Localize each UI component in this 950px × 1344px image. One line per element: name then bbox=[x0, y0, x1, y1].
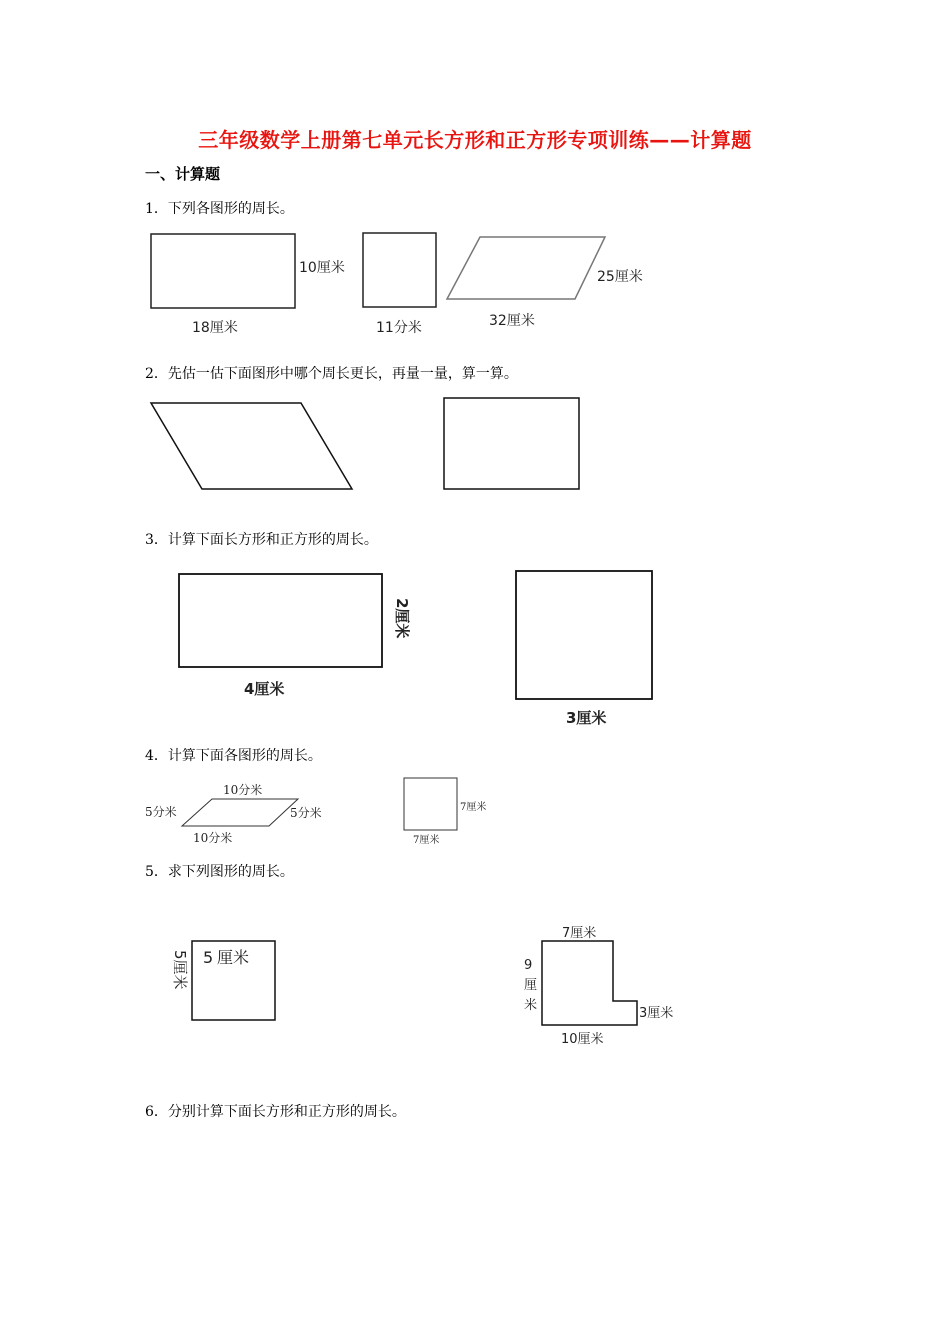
q3-rect-length-label: 4厘米 bbox=[244, 680, 285, 698]
q1-square-side-label: 11分米 bbox=[376, 320, 422, 336]
q5-poly-left-char2: 米 bbox=[524, 998, 538, 1013]
q5-poly-left-number: 9 bbox=[524, 958, 533, 973]
q2-rectangle bbox=[444, 398, 579, 489]
q5-square-left-label: 5厘米 bbox=[171, 950, 189, 990]
q4-square-bottom-label: 7厘米 bbox=[413, 835, 440, 846]
question-1: 1．下列各图形的周长。 bbox=[145, 201, 294, 217]
q1-rect-length-label: 18厘米 bbox=[192, 320, 238, 336]
q1-para-side-label: 25厘米 bbox=[597, 269, 643, 285]
q5-l-shape bbox=[542, 941, 637, 1025]
q2-parallelogram bbox=[151, 403, 352, 489]
question-5: 5．求下列图形的周长。 bbox=[145, 864, 294, 880]
q4-para-left-label: 5分米 bbox=[145, 805, 177, 819]
q5-square-top-number: 5 bbox=[203, 948, 214, 967]
q5-poly-step-label: 3厘米 bbox=[639, 1006, 674, 1021]
question-3: 3．计算下面长方形和正方形的周长。 bbox=[145, 532, 378, 548]
q1-rect-width-label: 10厘米 bbox=[299, 260, 345, 276]
q1-rectangle bbox=[151, 234, 295, 308]
q1-parallelogram bbox=[447, 237, 605, 299]
q3-square bbox=[516, 571, 652, 699]
q4-para-top-label: 10分米 bbox=[223, 783, 263, 797]
q1-para-base-label: 32厘米 bbox=[489, 313, 535, 329]
worksheet-title: 三年级数学上册第七单元长方形和正方形专项训练——计算题 bbox=[198, 128, 752, 152]
q4-square-right-label: 7厘米 bbox=[460, 802, 487, 813]
q1-figures bbox=[151, 233, 605, 308]
question-4: 4．计算下面各图形的周长。 bbox=[145, 748, 322, 764]
question-2: 2．先估一估下面图形中哪个周长更长，再量一量，算一算。 bbox=[145, 366, 518, 382]
section-heading: 一、计算题 bbox=[145, 165, 221, 183]
q1-square bbox=[363, 233, 436, 307]
q5-square-top-unit: 厘米 bbox=[217, 948, 250, 967]
q3-rectangle bbox=[179, 574, 382, 667]
q4-para-bottom-label: 10分米 bbox=[193, 831, 233, 845]
q5-poly-left-char1: 厘 bbox=[524, 978, 538, 993]
q5-poly-top-label: 7厘米 bbox=[562, 926, 597, 941]
q3-square-side-label: 3厘米 bbox=[566, 709, 607, 727]
q4-para-right-label: 5分米 bbox=[290, 806, 322, 820]
question-6: 6．分别计算下面长方形和正方形的周长。 bbox=[145, 1104, 406, 1120]
q5-poly-bottom-label: 10厘米 bbox=[561, 1032, 604, 1047]
q4-parallelogram bbox=[182, 799, 298, 826]
q4-square bbox=[404, 778, 457, 830]
q3-rect-width-label: 2厘米 bbox=[393, 598, 411, 639]
